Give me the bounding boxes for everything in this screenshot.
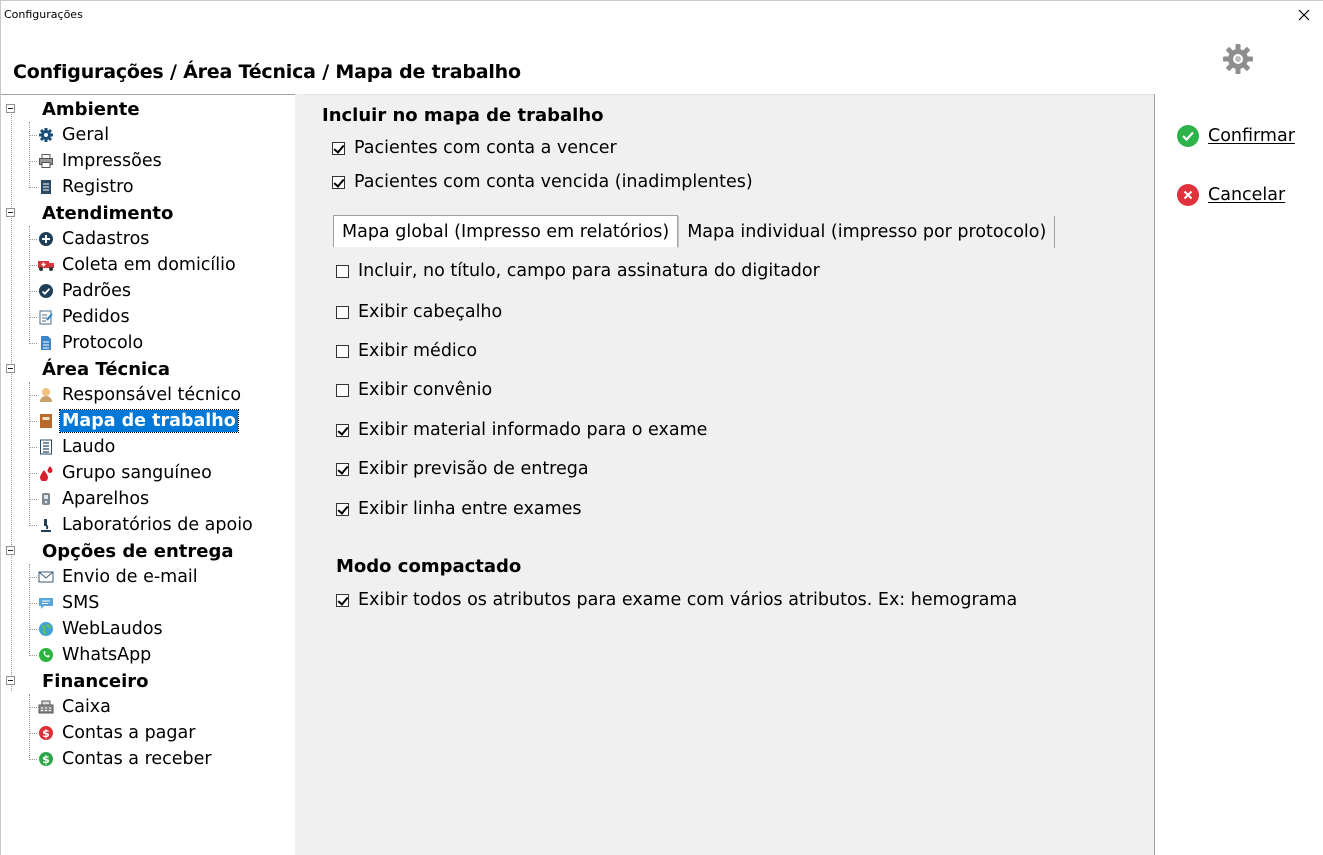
tree-item-caixa[interactable]: Caixa xyxy=(37,695,113,719)
tree-item-contas-receber[interactable]: $ Contas a receber xyxy=(37,747,214,771)
tree-group-area-tecnica[interactable]: Área Técnica xyxy=(42,359,170,380)
envelope-icon xyxy=(37,568,55,586)
dollar-red-icon xyxy=(37,724,55,742)
checkbox[interactable] xyxy=(336,306,349,319)
title-bar xyxy=(1,1,1323,29)
book-icon xyxy=(37,412,55,430)
tree-item-padroes[interactable]: Padrões xyxy=(37,279,133,303)
file-icon xyxy=(37,334,55,352)
device-icon xyxy=(37,490,55,508)
cancel-button[interactable]: Cancelar xyxy=(1177,184,1285,206)
tree-item-weblaudos[interactable]: WebLaudos xyxy=(37,617,165,641)
check-exibir-previsao[interactable]: Exibir previsão de entrega xyxy=(336,459,589,479)
confirm-button[interactable]: Confirmar xyxy=(1177,125,1295,147)
settings-content xyxy=(303,94,1154,855)
dollar-green-icon xyxy=(37,750,55,768)
action-panel xyxy=(1154,94,1323,855)
close-button[interactable] xyxy=(1291,3,1317,27)
check-conta-vencida[interactable]: Pacientes com conta vencida (inadimplentes) xyxy=(332,172,753,192)
tree-item-registro[interactable]: Registro xyxy=(37,175,136,199)
check-assinatura-digitador[interactable]: Incluir, no título, campo para assinatura do digitador xyxy=(336,261,820,281)
page-header xyxy=(1,29,1323,93)
tree-group-atendimento[interactable]: Atendimento xyxy=(42,203,174,224)
expander-ambiente[interactable] xyxy=(6,104,15,113)
tree-item-cadastros[interactable]: Cadastros xyxy=(37,227,151,251)
sms-icon xyxy=(37,594,55,612)
tree-item-sms[interactable]: SMS xyxy=(37,591,101,615)
expander-area-tecnica[interactable] xyxy=(6,364,15,373)
blood-drop-icon xyxy=(37,464,55,482)
gear-icon xyxy=(37,126,55,144)
checkbox[interactable] xyxy=(336,345,349,358)
printer-icon xyxy=(37,152,55,170)
compact-section-title: Modo compactado xyxy=(336,556,522,577)
breadcrumb: Configurações / Área Técnica / Mapa de trabalho xyxy=(13,61,521,83)
splitter[interactable] xyxy=(295,94,303,855)
tree-item-contas-pagar[interactable]: $ Contas a pagar xyxy=(37,721,197,745)
tree-item-laudo[interactable]: Laudo xyxy=(37,435,117,459)
globe-icon xyxy=(37,620,55,638)
map-tabs xyxy=(333,215,1055,247)
plus-circle-icon xyxy=(37,230,55,248)
checkbox[interactable] xyxy=(336,265,349,278)
tree-item-envio-email[interactable]: Envio de e-mail xyxy=(37,565,200,589)
check-exibir-convenio[interactable]: Exibir convênio xyxy=(336,380,492,400)
tree-item-responsavel-tecnico[interactable]: Responsável técnico xyxy=(37,383,243,407)
checkbox[interactable] xyxy=(336,594,349,607)
svg-text:$: $ xyxy=(42,753,50,766)
document-icon xyxy=(37,178,55,196)
tree-group-financeiro[interactable]: Financeiro xyxy=(42,671,149,692)
cash-register-icon xyxy=(37,698,55,716)
check-exibir-cabecalho[interactable]: Exibir cabeçalho xyxy=(336,302,502,322)
gear-icon xyxy=(1221,42,1255,76)
tree-item-aparelhos[interactable]: Aparelhos xyxy=(37,487,151,511)
checkbox[interactable] xyxy=(336,463,349,476)
tree-item-pedidos[interactable]: Pedidos xyxy=(37,305,132,329)
microscope-icon xyxy=(37,516,55,534)
expander-atendimento[interactable] xyxy=(6,208,15,217)
tree-group-ambiente[interactable]: Ambiente xyxy=(42,99,140,120)
ambulance-icon xyxy=(37,256,55,274)
svg-text:$: $ xyxy=(42,727,50,740)
edit-document-icon xyxy=(37,308,55,326)
tree-item-grupo-sanguineo[interactable]: Grupo sanguíneo xyxy=(37,461,214,485)
tree-item-impressoes[interactable]: Impressões xyxy=(37,149,164,173)
tree-item-whatsapp[interactable]: WhatsApp xyxy=(37,643,153,667)
tree-item-geral[interactable]: Geral xyxy=(37,123,111,147)
settings-tree xyxy=(1,94,295,854)
tree-item-coleta-domicilio[interactable]: Coleta em domicílio xyxy=(37,253,238,277)
x-circle-icon xyxy=(1177,184,1199,206)
checkbox[interactable] xyxy=(332,176,345,189)
checkbox[interactable] xyxy=(336,424,349,437)
expander-opcoes-entrega[interactable] xyxy=(6,546,15,555)
check-todos-atributos[interactable]: Exibir todos os atributos para exame com vários atributos. Ex: hemograma xyxy=(336,590,1017,610)
check-exibir-material[interactable]: Exibir material informado para o exame xyxy=(336,420,707,440)
checkbox[interactable] xyxy=(336,384,349,397)
check-circle-icon xyxy=(37,282,55,300)
tree-item-mapa-de-trabalho[interactable]: Mapa de trabalho xyxy=(37,409,238,433)
tab-mapa-global[interactable]: Mapa global (Impresso em relatórios) xyxy=(333,215,678,247)
check-circle-icon xyxy=(1177,125,1199,147)
report-icon xyxy=(37,438,55,456)
tree-item-protocolo[interactable]: Protocolo xyxy=(37,331,145,355)
checkbox[interactable] xyxy=(332,142,345,155)
include-section-title: Incluir no mapa de trabalho xyxy=(322,105,604,126)
window-title: Configurações xyxy=(4,8,83,21)
check-exibir-medico[interactable]: Exibir médico xyxy=(336,341,477,361)
tab-mapa-individual[interactable]: Mapa individual (impresso por protocolo) xyxy=(678,216,1055,248)
whatsapp-icon xyxy=(37,646,55,664)
close-icon xyxy=(1298,9,1310,21)
checkbox[interactable] xyxy=(336,503,349,516)
user-icon xyxy=(37,386,55,404)
check-conta-a-vencer[interactable]: Pacientes com conta a vencer xyxy=(332,138,617,158)
expander-financeiro[interactable] xyxy=(6,676,15,685)
tree-group-opcoes-entrega[interactable]: Opções de entrega xyxy=(42,541,234,562)
check-exibir-linha[interactable]: Exibir linha entre exames xyxy=(336,499,582,519)
tree-item-laboratorios-apoio[interactable]: Laboratórios de apoio xyxy=(37,513,255,537)
